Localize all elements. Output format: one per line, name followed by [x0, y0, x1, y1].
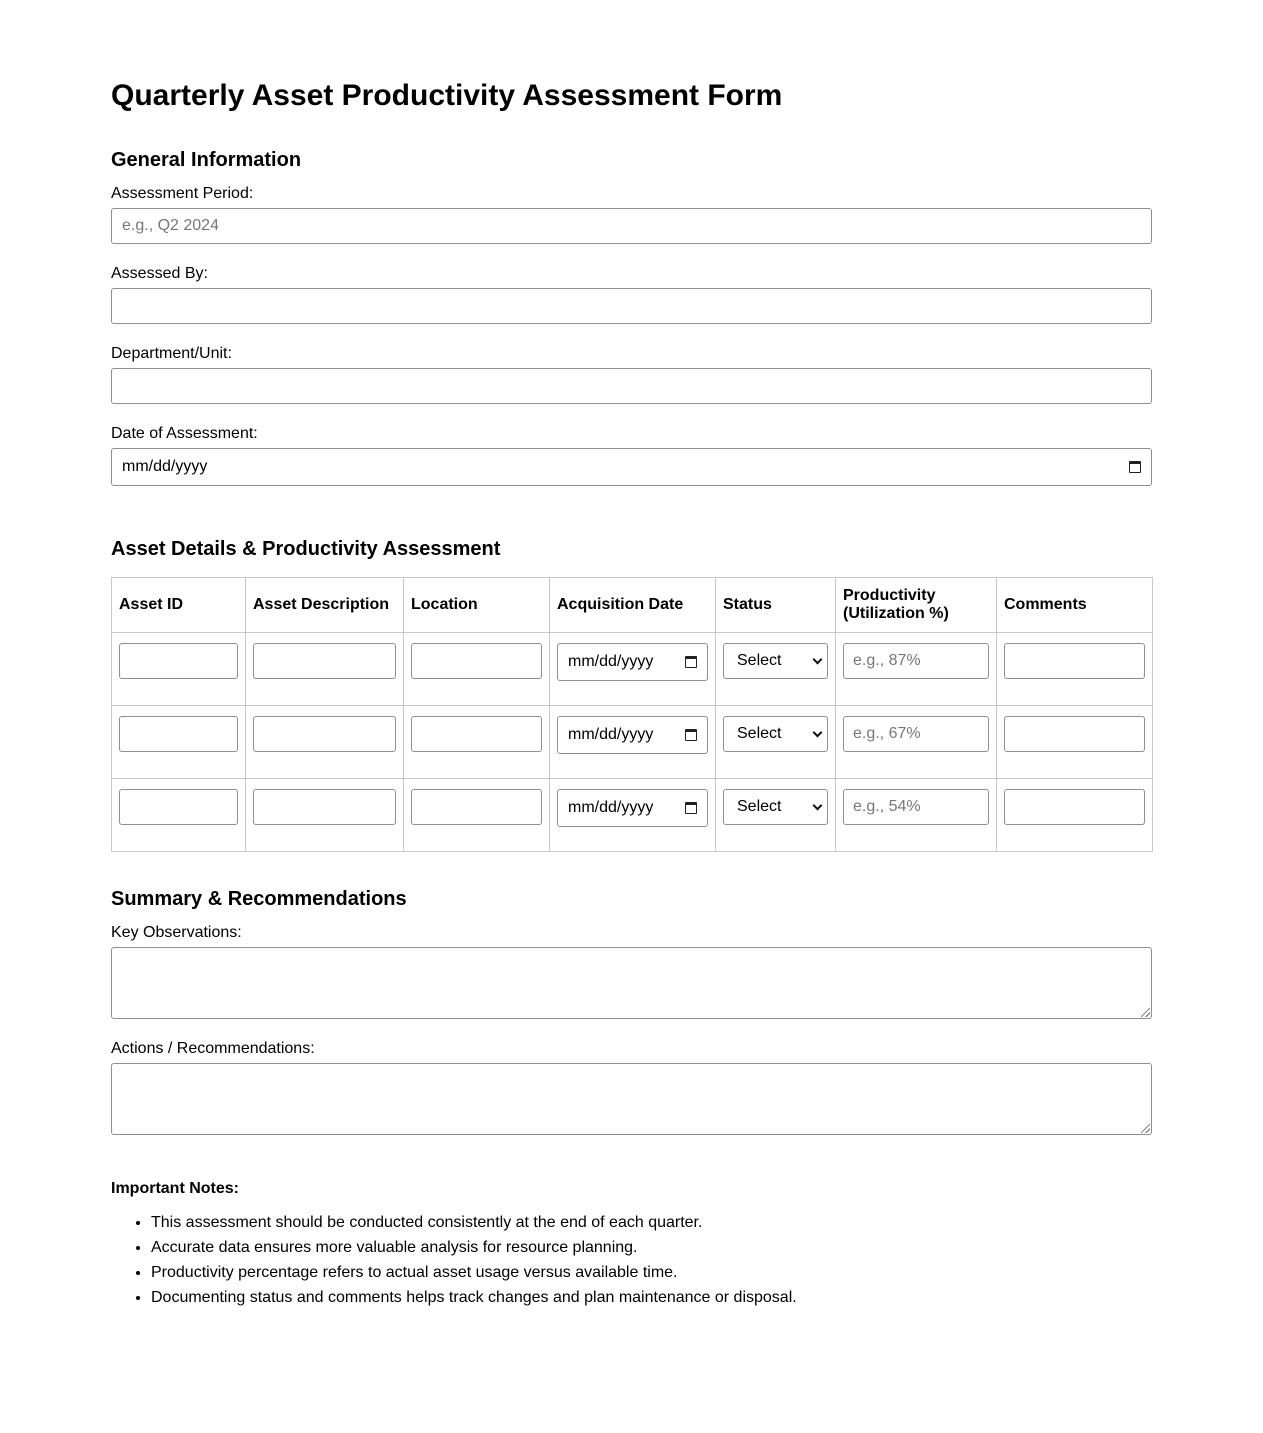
status-select[interactable]	[723, 789, 828, 825]
resize-grip-icon[interactable]	[1141, 1008, 1150, 1017]
acquisition-date-value: mm/dd/yyyy	[568, 653, 654, 670]
comments-input[interactable]	[1004, 643, 1145, 679]
location-input[interactable]	[411, 643, 542, 679]
calendar-icon[interactable]	[685, 802, 697, 814]
assessed-by-input[interactable]	[111, 288, 1152, 324]
chevron-down-icon	[813, 800, 823, 810]
productivity-input[interactable]	[843, 716, 989, 752]
location-input[interactable]	[411, 716, 542, 752]
productivity-input[interactable]	[843, 789, 989, 825]
summary-heading: Summary & Recommendations	[111, 888, 407, 910]
assessed-by-label: Assessed By:	[111, 265, 208, 282]
acquisition-date-value: mm/dd/yyyy	[568, 726, 654, 743]
asset-table	[111, 577, 1153, 852]
resize-grip-icon[interactable]	[1141, 1124, 1150, 1133]
list-item: • Productivity percentage refers to actual asset usage versus available time.	[151, 1260, 1152, 1285]
assessment-period-label: Assessment Period:	[111, 185, 254, 202]
table-row	[112, 633, 1153, 706]
acquisition-date-input[interactable]	[557, 789, 708, 827]
status-select[interactable]	[723, 716, 828, 752]
date-of-assessment-input[interactable]	[111, 448, 1152, 486]
column-header-productivity: Productivity (Utilization %)	[836, 578, 997, 633]
actions-recommendations-textarea[interactable]	[111, 1063, 1152, 1135]
assessment-period-input[interactable]	[111, 208, 1152, 244]
column-header-location: Location	[404, 578, 550, 633]
productivity-input[interactable]	[843, 643, 989, 679]
asset-id-input[interactable]	[119, 643, 238, 679]
asset-details-section	[111, 537, 1152, 852]
important-notes-list	[111, 1210, 1152, 1310]
important-notes-section	[111, 1179, 1152, 1310]
date-of-assessment-value: mm/dd/yyyy	[122, 458, 208, 475]
key-observations-label: Key Observations:	[111, 924, 242, 941]
column-header-asset-id: Asset ID	[112, 578, 246, 633]
asset-description-input[interactable]	[253, 716, 396, 752]
department-label: Department/Unit:	[111, 345, 232, 362]
page-title: Quarterly Asset Productivity Assessment Form	[111, 79, 783, 112]
summary-section	[111, 887, 1152, 1135]
column-header-status: Status	[716, 578, 836, 633]
comments-input[interactable]	[1004, 789, 1145, 825]
acquisition-date-input[interactable]	[557, 643, 708, 681]
list-item: • This assessment should be conducted consistently at the end of each quarter.	[151, 1210, 1152, 1235]
column-header-acquisition-date: Acquisition Date	[550, 578, 716, 633]
comments-input[interactable]	[1004, 716, 1145, 752]
important-notes-title: Important Notes:	[111, 1180, 239, 1197]
location-input[interactable]	[411, 789, 542, 825]
acquisition-date-input[interactable]	[557, 716, 708, 754]
table-row	[112, 779, 1153, 852]
date-of-assessment-label: Date of Assessment:	[111, 425, 258, 442]
column-header-comments: Comments	[997, 578, 1153, 633]
general-information-heading: General Information	[111, 149, 302, 171]
list-item: • Documenting status and comments helps track changes and plan maintenance or disposal.	[151, 1285, 1152, 1310]
calendar-icon[interactable]	[685, 729, 697, 741]
key-observations-textarea[interactable]	[111, 947, 1152, 1019]
chevron-down-icon	[813, 727, 823, 737]
calendar-icon[interactable]	[685, 656, 697, 668]
list-item: • Accurate data ensures more valuable analysis for resource planning.	[151, 1235, 1152, 1260]
status-select-value: Select	[737, 725, 782, 742]
status-select-value: Select	[737, 798, 782, 815]
asset-description-input[interactable]	[253, 643, 396, 679]
asset-id-input[interactable]	[119, 716, 238, 752]
asset-description-input[interactable]	[253, 789, 396, 825]
asset-id-input[interactable]	[119, 789, 238, 825]
column-header-asset-description: Asset Description	[246, 578, 404, 633]
acquisition-date-value: mm/dd/yyyy	[568, 799, 654, 816]
form-page	[111, 0, 1152, 1310]
status-select-value: Select	[737, 652, 782, 669]
table-header-row	[112, 578, 1153, 633]
calendar-icon[interactable]	[1129, 461, 1141, 473]
status-select[interactable]	[723, 643, 828, 679]
asset-details-heading: Asset Details & Productivity Assessment	[111, 538, 501, 560]
general-information-section	[111, 148, 1152, 486]
department-input[interactable]	[111, 368, 1152, 404]
actions-recommendations-label: Actions / Recommendations:	[111, 1040, 315, 1057]
chevron-down-icon	[813, 654, 823, 664]
table-row	[112, 706, 1153, 779]
